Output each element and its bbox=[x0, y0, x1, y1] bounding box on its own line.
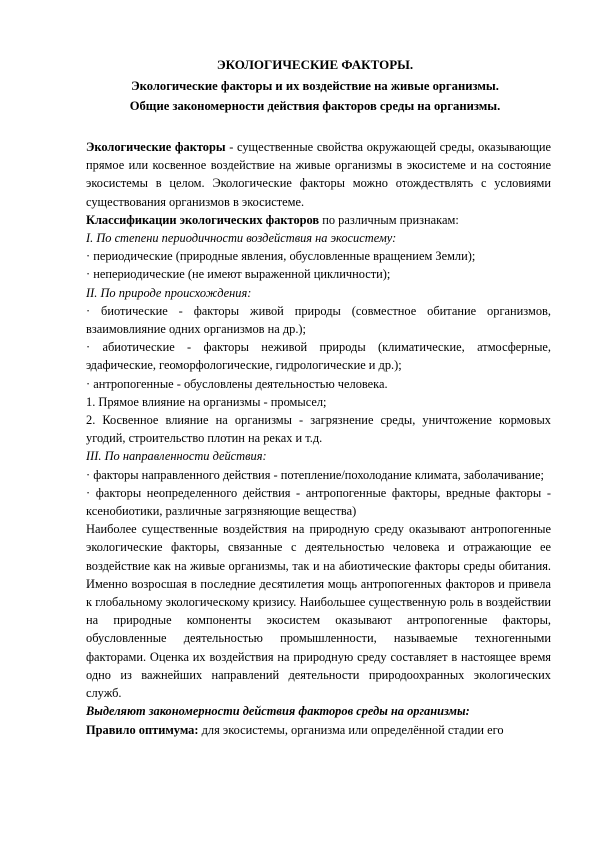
section-1-heading: I. По степени периодичности воздействия на экосистему: bbox=[86, 231, 397, 246]
classification-tail: по различным признакам: bbox=[319, 212, 459, 227]
document-body bbox=[86, 138, 551, 739]
section-2-numbered-2: 2. Косвенное влияние на организмы - загрязнение среды, уничтожение кормовых угодий, строительство плотин на реках и т.д. bbox=[86, 413, 551, 446]
optimum-rule-line bbox=[86, 721, 551, 739]
section-3-item-1: · факторы направленного действия - потепление/похолодание климата, заболачивание; bbox=[86, 467, 544, 482]
optimum-rule-text: для экосистемы, организма или определённой стадии его bbox=[198, 722, 504, 737]
optimum-rule-term: Правило оптимума: bbox=[86, 722, 199, 737]
document-title: ЭКОЛОГИЧЕСКИЕ ФАКТОРЫ. bbox=[216, 57, 414, 72]
classification-heading: Классификации экологических факторов bbox=[86, 212, 320, 227]
section-3-heading: III. По направленности действия: bbox=[86, 449, 267, 464]
document-subtitle-1: Экологические факторы и их воздействие на живые организмы. bbox=[131, 79, 499, 93]
section-3-item-2: · факторы неопределенного действия - антропогенные факторы, вредные факторы - ксенобиотики, различные загрязняющие вещества) bbox=[86, 485, 551, 519]
section-2-numbered-1: 1. Прямое влияние на организмы - промысел; bbox=[86, 394, 327, 409]
definition-paragraph bbox=[86, 138, 551, 211]
document-subtitle-2: Общие закономерности действия факторов среды на организмы. bbox=[129, 99, 501, 113]
section-1-item-1: · периодические (природные явления, обусловленные вращением Земли); bbox=[86, 249, 476, 264]
classification-line bbox=[86, 211, 551, 229]
definition-term: Экологические факторы bbox=[86, 140, 226, 154]
section-2-heading: II. По природе происхождения: bbox=[86, 285, 252, 300]
section-1-item-2: · непериодические (не имеют выраженной цикличности); bbox=[86, 267, 391, 282]
section-2-item-1: · биотические - факторы живой природы (совместное обитание организмов, взаимовлияние одних организмов на др.); bbox=[86, 303, 551, 337]
laws-heading: Выделяют закономерности действия факторов среды на организмы: bbox=[86, 704, 470, 719]
main-paragraph: Наиболее существенные воздействия на природную среду оказывают антропогенные экологические факторы, связанные с деятельностью человека и отражающие ее воздействие как на живые организмы, так и на абиотические факторы среды обитания. Именно возросшая в последние десятилетия мощь антропогенных факторов и привела к глобальному экологическому кризису. Наибольшее существенную роль в воздействии на природные компоненты экосистем оказывают антропогенные факторы, обусловленные деятельностью промышленности, называемые техногенными факторами. Оценка их воздействия на природную среду составляет в настоящее время одно из важнейших направлений деятельности природоохранных экологических служб. bbox=[86, 522, 551, 701]
section-2-item-2: · абиотические - факторы неживой природы (климатические, атмосферные, эдафические, геоморфологические, гидрологические и др.); bbox=[86, 340, 551, 373]
definition-text: - существенные свойства окружающей среды, оказывающие прямое или косвенное воздействие на живые организмы в экосистеме и на состояние экосистемы в целом. Экологические факторы можно отождествлять с условиями существования организмов в экосистеме. bbox=[86, 140, 551, 209]
section-2-item-3: · антропогенные - обусловлены деятельностью человека. bbox=[86, 376, 388, 391]
